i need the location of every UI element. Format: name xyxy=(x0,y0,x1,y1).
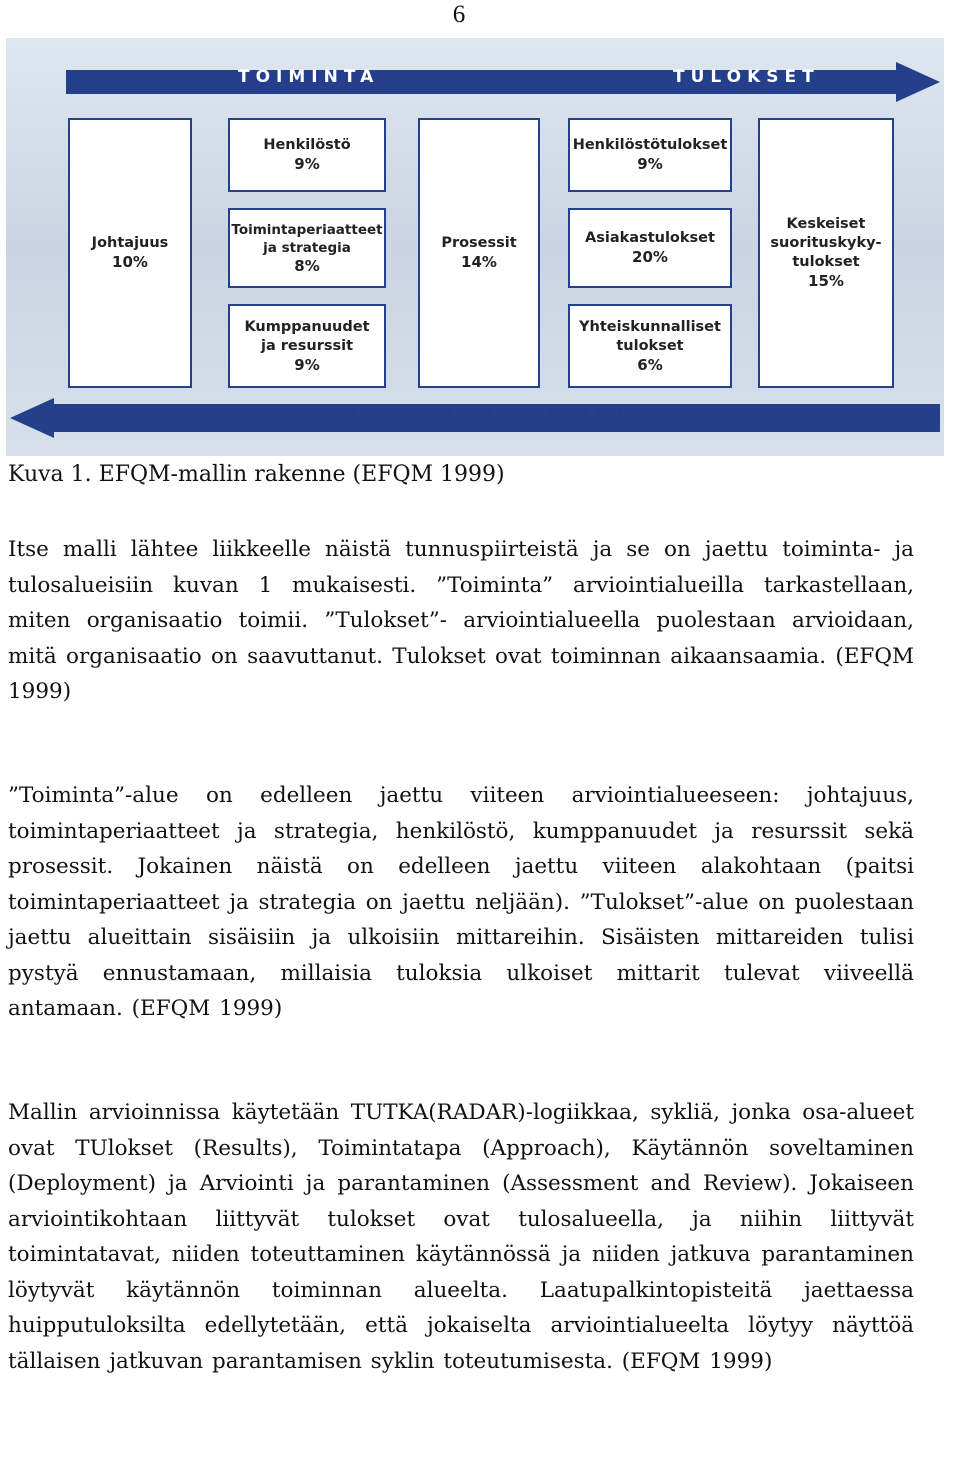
box-asiakastulokset xyxy=(568,208,732,288)
box-label: Prosessit xyxy=(441,235,517,251)
box-percent: 9% xyxy=(637,155,663,173)
box-label: Johtajuus xyxy=(91,235,169,251)
box-label-line2: ja strategia xyxy=(263,240,351,256)
box-kumppanuudet xyxy=(228,304,386,388)
box-label: Kumppanuudet xyxy=(244,318,370,335)
box-label-line2: tulokset xyxy=(616,337,684,354)
figure-caption: Kuva 1. EFQM-mallin rakenne (EFQM 1999) xyxy=(8,462,505,487)
box-percent: 6% xyxy=(637,355,663,374)
box-percent: 14% xyxy=(461,253,497,271)
box-percent: 20% xyxy=(632,248,668,266)
page-number: 6 xyxy=(452,1,466,28)
box-keskeiset xyxy=(758,118,894,388)
box-percent: 8% xyxy=(294,257,320,275)
box-label: Yhteiskunnalliset xyxy=(579,318,721,335)
paragraph-1: Itse malli lähtee liikkeelle näistä tunnuspiirteistä ja se on jaettu toiminta- ja tulosalueisiin kuvan 1 mukaisesti. ”Toiminta” arviointialueilla tarkastellaan, miten organisaatio toimii. ”Tulokset”- arviointialueella puolestaan arvioidaan, mitä organisaatio on saavuttanut. Tulokset ovat toiminnan aikaansaamia. (EFQM 1999) xyxy=(8,537,914,704)
box-yhteiskunnalliset xyxy=(568,304,732,388)
box-label: Henkilöstö xyxy=(263,137,351,153)
efqm-model-figure xyxy=(6,38,944,456)
box-label: Toimintaperiaatteet xyxy=(231,222,383,238)
box-label: Keskeiset xyxy=(786,216,866,232)
box-label: Asiakastulokset xyxy=(585,230,715,246)
box-toimintaperiaatteet xyxy=(228,208,386,288)
box-label-line2: suorituskyky- xyxy=(770,235,882,251)
band-label-innovatiivisuus: INNOVATIIVISUUS JA OPPIMINEN xyxy=(230,405,684,424)
box-henkilosto xyxy=(228,118,386,192)
box-percent: 9% xyxy=(294,355,320,374)
box-label-line3: tulokset xyxy=(792,254,860,270)
band-label-tulokset: TULOKSET xyxy=(673,67,820,87)
paragraph-3: Mallin arvioinnissa käytetään TUTKA(RADAR)-logiikkaa, sykliä, jonka osa-alueet ovat TUlokset (Results), Toimintatapa (Approach), Käytännön soveltaminen (Deployment) ja Arviointi ja parantaminen (Assessment and Review). Jokaiseen arviointikohtaan liittyvät tulokset ovat tulosalueella, ja niihin liittyvät toimintatavat, niiden toteuttaminen käytännössä ja niiden jatkuva parantaminen löytyvät käytännön toiminnan alueelta. Laatupalkintopisteitä jaettaessa huipputuloksilta edellytetään, että jokaiselta arviointialueelta löytyy näyttöä tällaisen jatkuvan parantamisen syklin toteutumisesta. (EFQM 1999) xyxy=(8,1100,914,1374)
box-henkilostotulokset xyxy=(568,118,732,192)
band-label-toiminta: TOIMINTA xyxy=(238,67,380,87)
box-percent: 10% xyxy=(112,253,148,271)
box-percent: 15% xyxy=(808,272,844,290)
paragraph-2: ”Toiminta”-alue on edelleen jaettu viiteen arviointialueeseen: johtajuus, toimintaperiaatteet ja strategia, henkilöstö, kumppanuudet ja resurssit sekä prosessit. Jokainen näistä on edelleen jaettu viiteen alakohtaan (paitsi toimintaperiaatteet ja strategia on jaettu neljään). ”Tulokset”-alue on puolestaan jaettu alueittain sisäisiin ja ulkoisiin mittareihin. Sisäisten mittareiden tulisi pystyä ennustamaan, millaisia tuloksia ulkoiset mittarit tulevat viiveellä antamaan. (EFQM 1999) xyxy=(8,783,914,1021)
box-label-line2: ja resurssit xyxy=(260,337,354,354)
box-johtajuus xyxy=(68,118,192,388)
box-percent: 9% xyxy=(294,155,320,173)
box-prosessit xyxy=(418,118,540,388)
box-label: Henkilöstötulokset xyxy=(572,137,728,153)
